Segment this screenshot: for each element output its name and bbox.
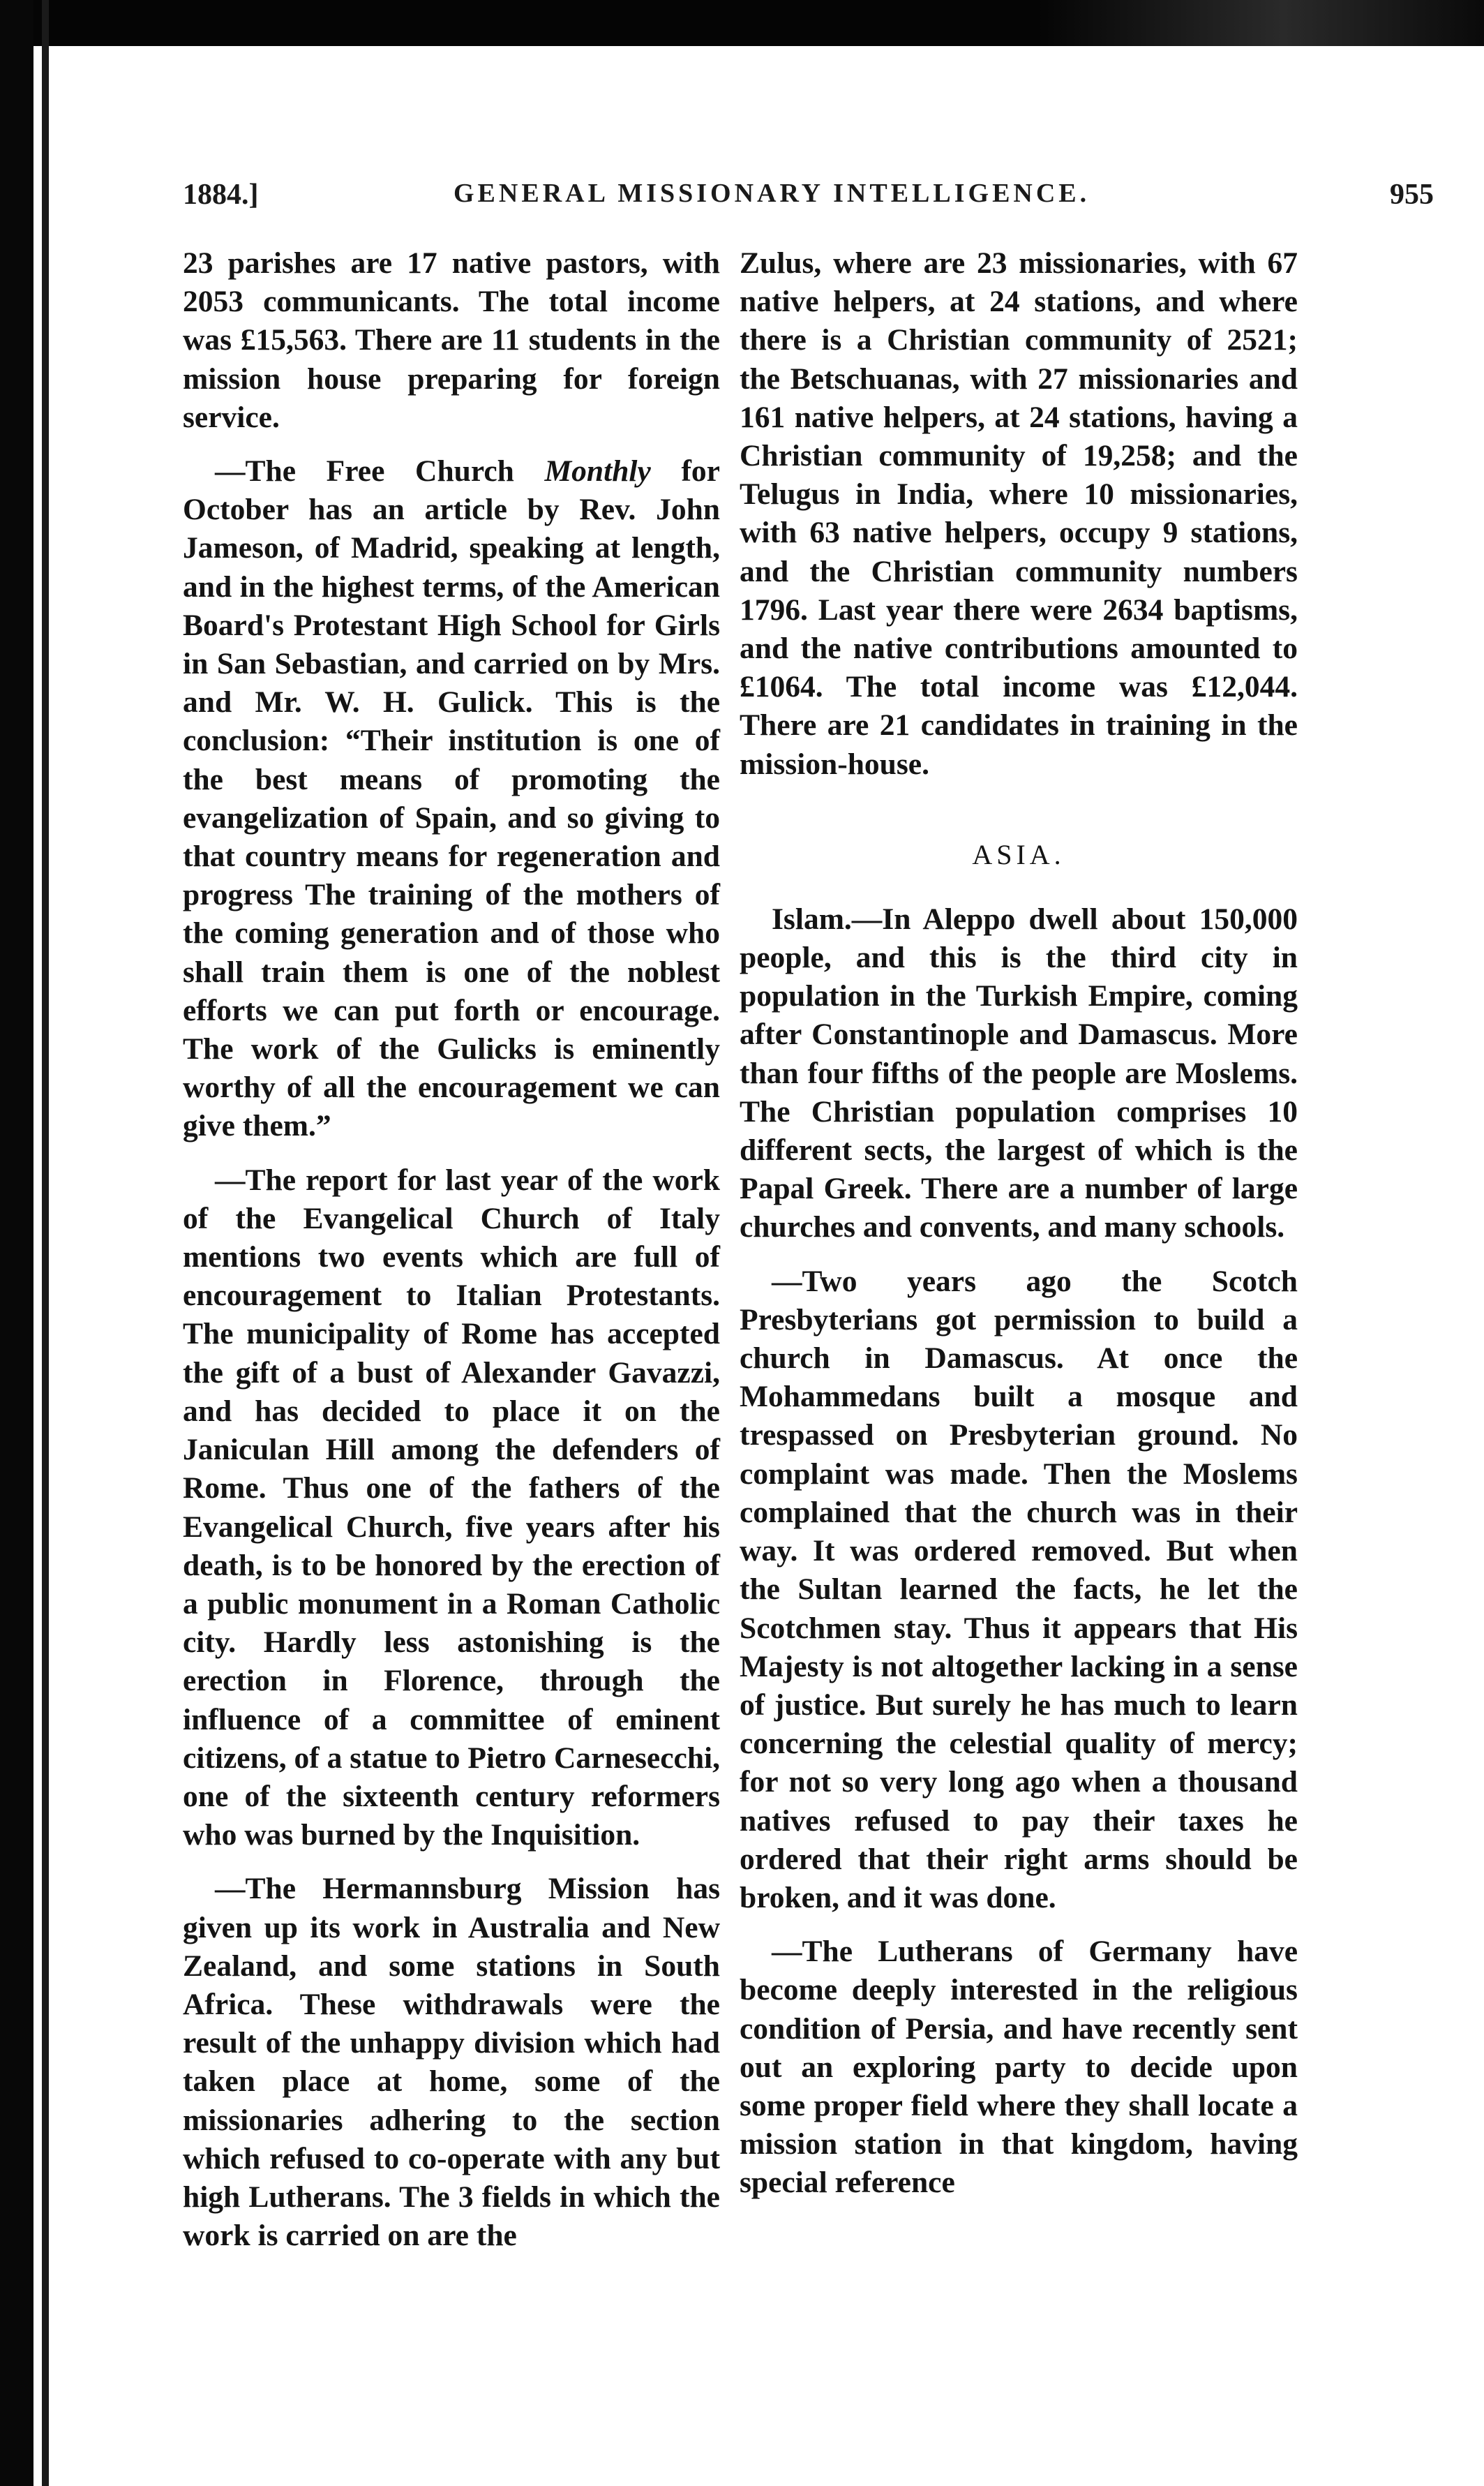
paragraph-evangelical-church-italy: —The report for last year of the work of the Evangelical Church of Italy mentions two events which are full of encouragement to Italian Protestants. The municipality of Rome has accepted the gift of a bust of Alexander Gavazzi, and has decided to place it on the Janiculan Hill among the defenders of Rome. Thus one of the fathers of the Evangelical Church, five years after his death, is to be honored by the erection of a public monument in a Roman Catholic city. Hardly less astonishing is the erection in Florence, through the influence of a committee of eminent citizens, of a statue to Pietro Carnesecchi, one of the sixteenth century reformers who was burned by the Inquisition. xyxy=(183,1163,720,1852)
page-number: 955 xyxy=(1390,179,1434,211)
paragraph-lutherans-persia: —The Lutherans of Germany have become deeply interested in the religious condition of Persia, and have recently sent out an exploring party to decide upon some proper field where they shall locate a mission station in that kingdom, having special reference xyxy=(740,1935,1298,2200)
running-header xyxy=(0,178,1484,227)
section-heading-asia: ASIA. xyxy=(972,838,1065,870)
paragraph-mission-fields: Zulus, where are 23 missionaries, with 67 native helpers, at 24 stations, and where there is a Christian community of 2521; the Betschuanas, with 27 missionaries and 161 native helpers, at 24 stations, having a Christian community of 19,258; and the Telugus in India, where 10 missionaries, with 63 native helpers, occupy 9 stations, and the Christian community numbers 1796. Last year there were 2634 baptisms, and the native contributions amounted to £1064. The total income was £12,044. There are 21 candidates in training in the mission-house. xyxy=(740,246,1298,781)
paragraph-islam-aleppo: Islam.—In Aleppo dwell about 150,000 people, and this is the third city in population in the Turkish Empire, coming after Constantinople and Damascus. More than four fifths of the people are Moslems. The Christian population comprises 10 different sects, the largest of which is the Papal Greek. There are a number of large churches and convents, and many schools. xyxy=(740,902,1298,1244)
scan-top-border-fade xyxy=(1037,0,1484,46)
header-title: GENERAL MISSIONARY INTELLIGENCE. xyxy=(454,179,1090,208)
paragraph-damascus-presbyterians: —Two years ago the Scotch Presbyterians got permission to build a church in Damascus. At once the Mohammedans built a mosque and trespassed on Presbyterian ground. No complaint was made. Then the Moslems complained that the church was in their way. It was ordered removed. But when the Sultan learned the facts, he let the Scotchmen stay. Thus it appears that His Majesty is not altogether lacking in a sense of justice. But surely he has much to learn concerning the celestial quality of mercy; for not so very long ago when a thousand natives refused to pay their taxes he ordered that their right arms should be broken, and it was done. xyxy=(740,1264,1298,1914)
scan-left-border-inner xyxy=(42,0,49,2486)
paragraph-free-church-body: for October has an article by Rev. John Jameson, of Madrid, speaking at length, and in the highest terms, of the American Board's Protestant High School for Girls in San Sebastian, and carried on by Mrs. and Mr. W. H. Gulick. This is the conclusion: “Their institution is one of the best means of promoting the evangelization of Spain, and so giving to that country means for regeneration and progress The training of the mothers of the coming generation and of those who shall train them is one of the noblest efforts we can put forth or encourage. The work of the Gulicks is eminently worthy of all the encouragement we can give them.” xyxy=(183,454,720,1143)
scan-left-border xyxy=(0,0,33,2486)
header-year: 1884.] xyxy=(183,179,259,211)
paragraph-free-church-lead: —The Free Church xyxy=(215,454,545,489)
paragraph-free-church-monthly xyxy=(183,452,720,1146)
right-column xyxy=(740,244,1298,2203)
left-column xyxy=(183,244,720,2255)
paragraph-parish-statistics: 23 parishes are 17 native pastors, with 2053 communicants. The total income was £15,563. There are 11 students in the mission house preparing for foreign service. xyxy=(183,246,720,434)
paragraph-hermannsburg-mission: —The Hermannsburg Mission has given up its work in Australia and New Zealand, and some stations in South Africa. These withdrawals were the result of the unhappy division which had taken place at home, some of the missionaries adhering to the section which refused to co-operate with any but high Lutherans. The 3 fields in which the work is carried on are the xyxy=(183,1872,720,2253)
publication-title: Monthly xyxy=(544,454,651,489)
